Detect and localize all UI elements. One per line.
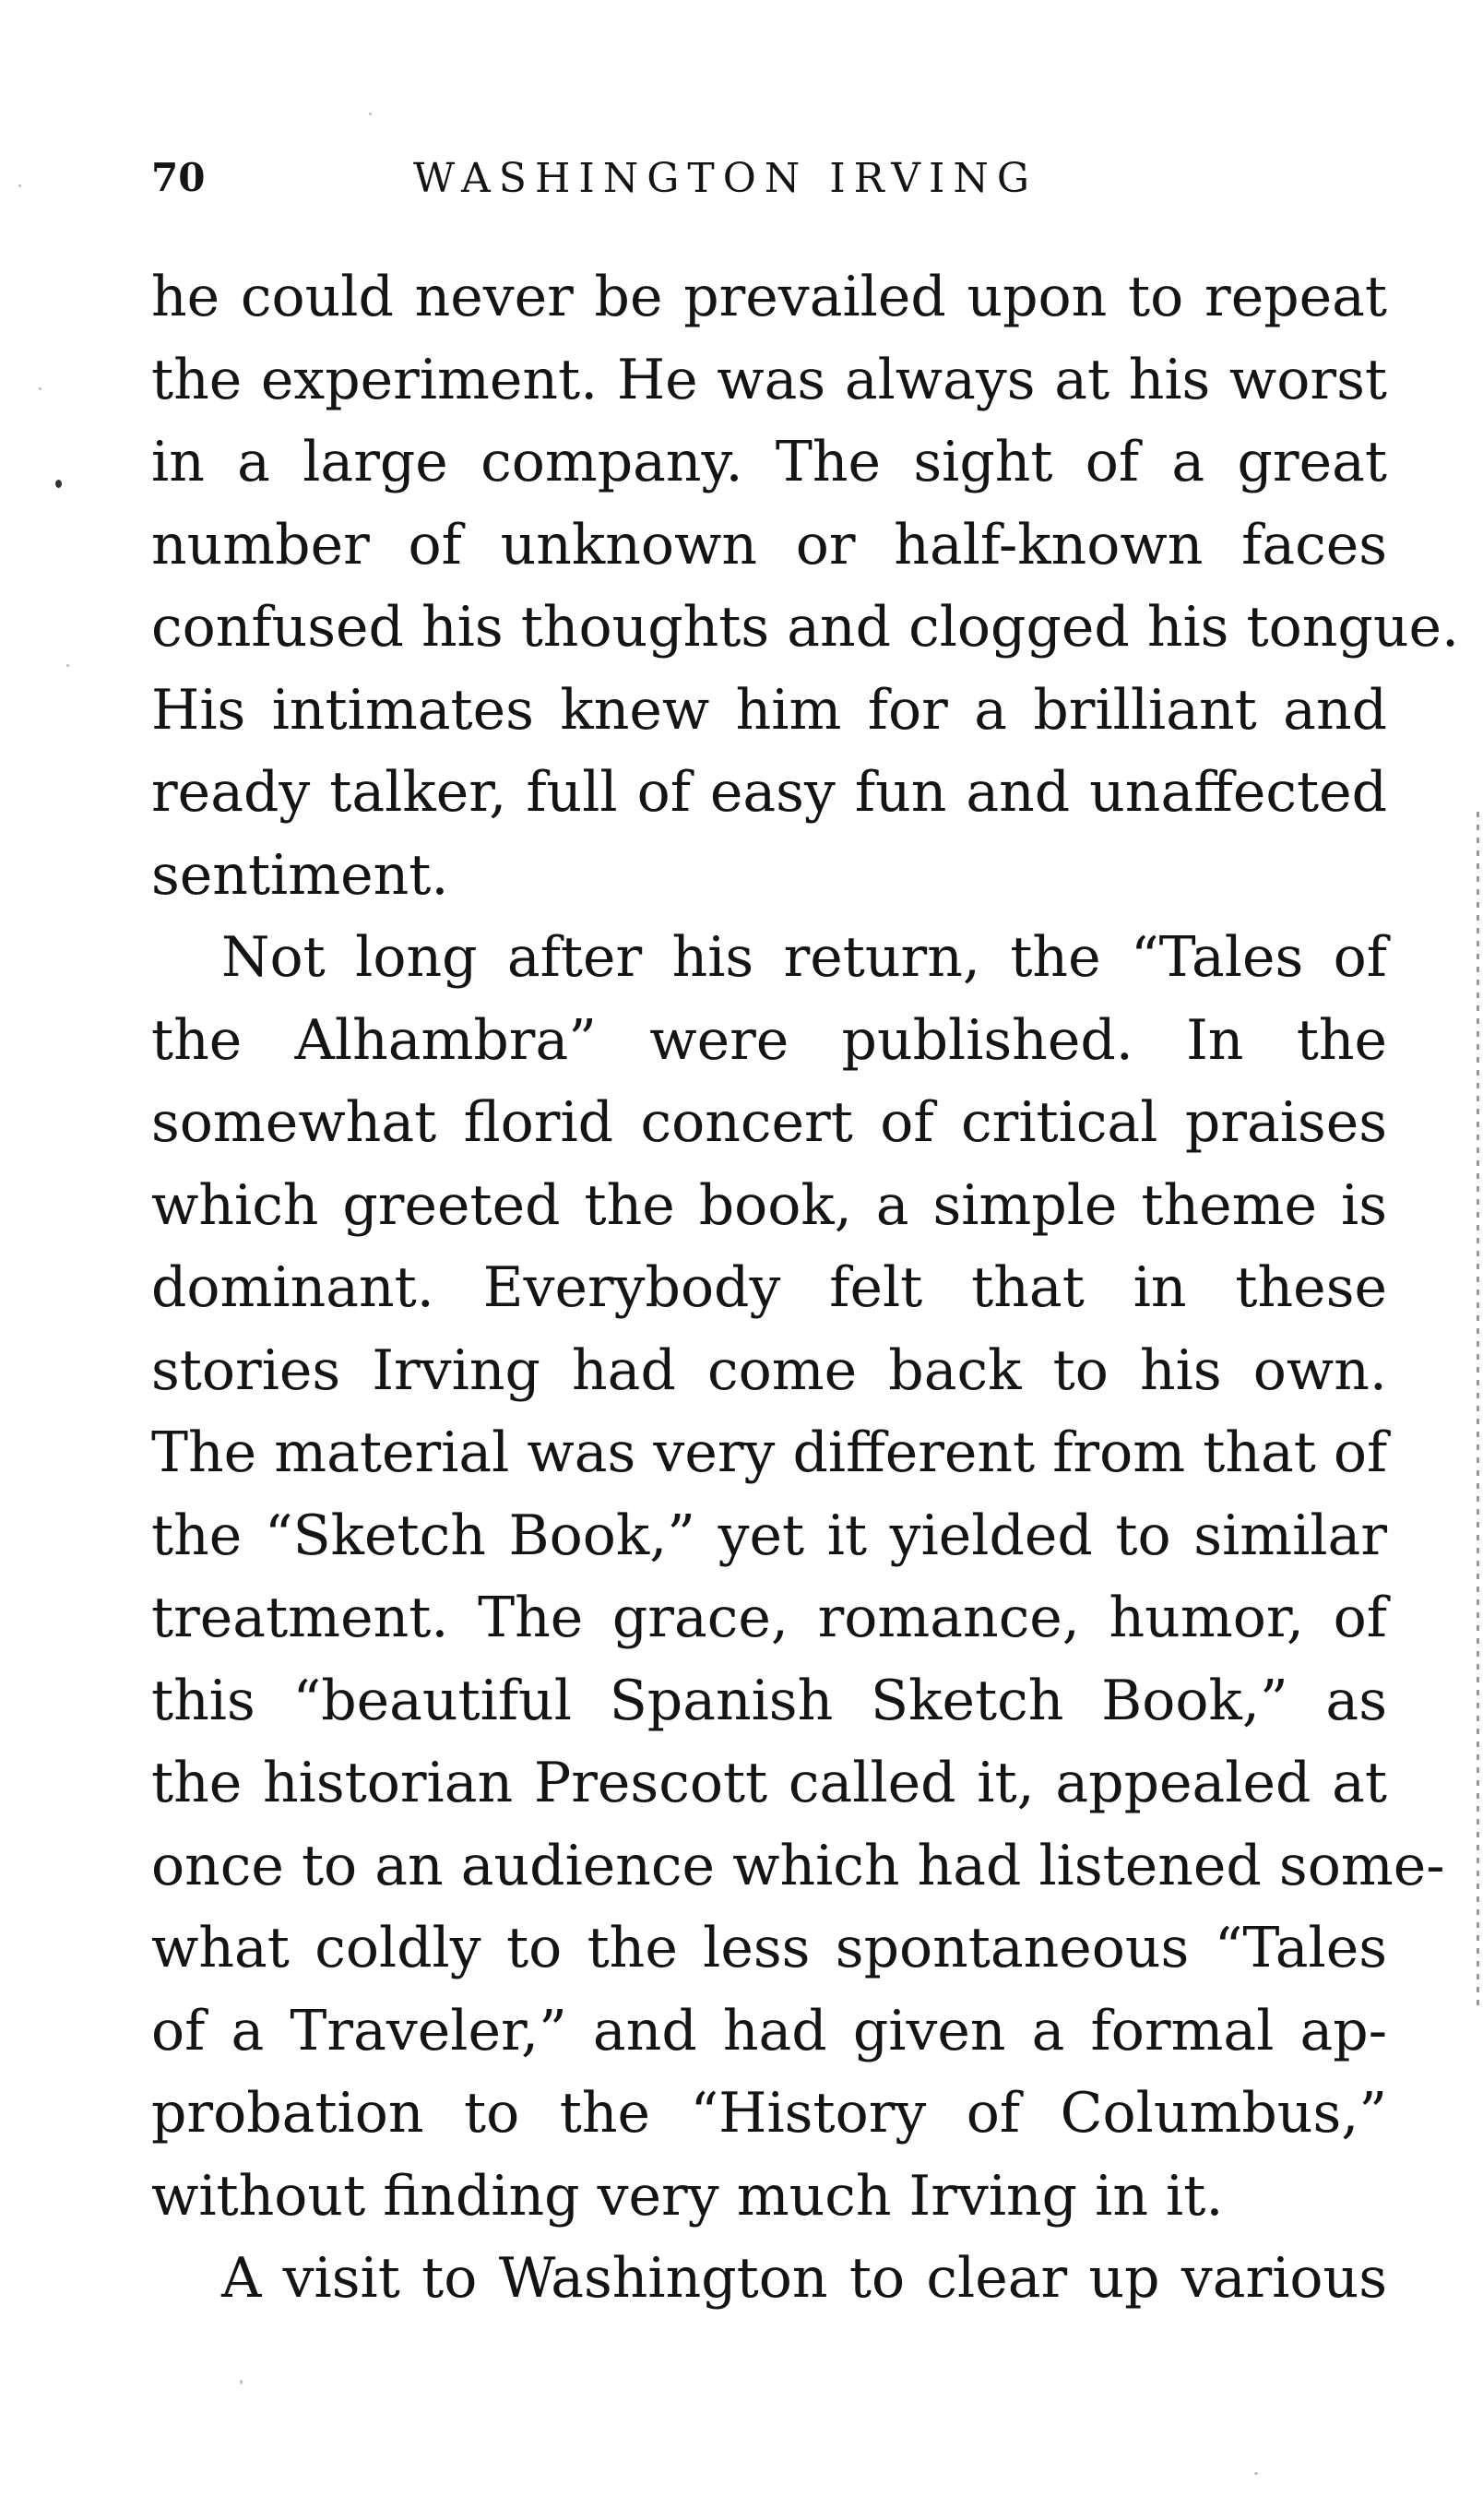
text-line: His intimates knew him for a brilliant and: [151, 677, 1387, 743]
text-line: treatment. The grace, romance, humor, of: [151, 1586, 1387, 1650]
page-edge-mark: [1477, 812, 1479, 2011]
text-line: the Alhambra” were published. In the: [151, 1007, 1387, 1073]
text-line: without finding very much Irving in it.: [151, 2163, 1224, 2229]
text-line: in a large company. The sight of a great: [151, 430, 1387, 494]
scan-speck: [240, 2380, 243, 2384]
scan-speck: [55, 480, 62, 488]
scan-speck: [66, 664, 69, 667]
text-line: probation to the “History of Columbus,”: [151, 2081, 1387, 2146]
text-line: The material was very different from that of: [151, 1420, 1388, 1485]
text-line: what coldly to the less spontaneous “Tales: [151, 1916, 1387, 1980]
text-line: ready talker, full of easy fun and unaffected: [151, 760, 1387, 825]
text-line: once to an audience which had listened some-: [151, 1833, 1445, 1898]
text-line-paragraph-start: A visit to Washington to clear up various: [221, 2246, 1387, 2311]
text-line: confused his thoughts and clogged his tongue.: [151, 595, 1460, 660]
page-number: 70: [151, 155, 206, 200]
text-line: somewhat florid concert of critical praises: [151, 1090, 1387, 1155]
scan-speck: [39, 387, 42, 390]
scan-speck: [1254, 2472, 1258, 2475]
text-line: this “beautiful Spanish Sketch Book,” as: [151, 1668, 1387, 1733]
text-line: the “Sketch Book,” yet it yielded to similar: [151, 1503, 1387, 1568]
text-line: of a Traveler,” and had given a formal ap-: [151, 1998, 1387, 2063]
text-line: dominant. Everybody felt that in these: [151, 1255, 1387, 1320]
text-line-paragraph-start: Not long after his return, the “Tales of: [221, 925, 1387, 990]
body-text: [151, 256, 1460, 2321]
scan-speck: [369, 113, 372, 115]
scan-speck: [18, 184, 21, 187]
text-line: the experiment. He was always at his worst: [151, 347, 1387, 412]
running-title: WASHINGTON IRVING: [413, 155, 1038, 202]
text-line: the historian Prescott called it, appealed at: [151, 1751, 1387, 1815]
text-line: sentiment.: [151, 842, 449, 908]
text-line: which greeted the book, a simple theme is: [151, 1172, 1387, 1238]
text-line: he could never be prevailed upon to repeat: [151, 265, 1387, 329]
running-head: [151, 155, 1387, 210]
text-line: number of unknown or half-known faces: [151, 512, 1387, 577]
text-line: stories Irving had come back to his own.: [151, 1337, 1387, 1403]
